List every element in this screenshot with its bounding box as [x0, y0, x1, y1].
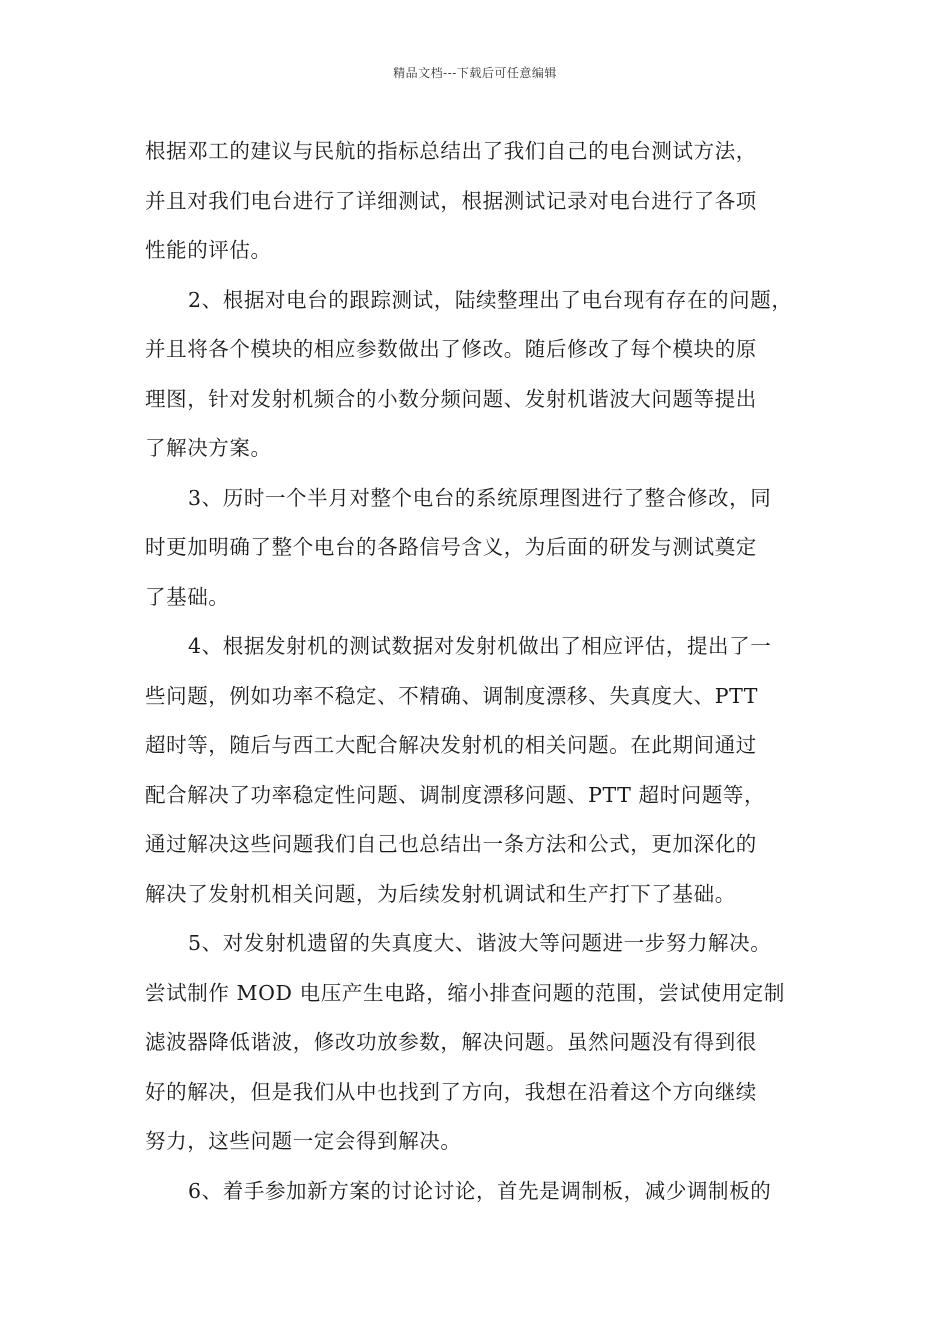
paragraph-start-line: 6、着手参加新方案的讨论讨论，首先是调制板，减少调制板的	[188, 1178, 772, 1203]
text-line: 并且将各个模块的相应参数做出了修改。随后修改了每个模块的原	[145, 337, 757, 361]
text-line: 好的解决，但是我们从中也找到了方向，我想在沿着这个方向继续	[145, 1079, 757, 1104]
text-line: 努力，这些问题一定会得到解决。	[145, 1129, 462, 1153]
text-line: 性能的评估。	[145, 238, 272, 262]
text-line: 超时等，随后与西工大配合解决发射机的相关问题。在此期间通过	[145, 733, 757, 757]
paragraph-start-line: 4、根据发射机的测试数据对发射机做出了相应评估，提出了一	[188, 634, 772, 658]
text-line: 些问题，例如功率不稳定、不精确、调制度漂移、失真度大、PTT	[145, 683, 759, 708]
text-line: 配合解决了功率稳定性问题、调制度漂移问题、PTT 超时问题等，	[145, 782, 766, 807]
document-body	[145, 127, 810, 1216]
text-line: 通过解决这些问题我们自己也总结出一条方法和公式，更加深化的	[145, 832, 757, 856]
text-line: 时更加明确了整个电台的各路信号含义，为后面的研发与测试奠定	[145, 535, 757, 559]
text-line: 解决了发射机相关问题，为后续发射机调试和生产打下了基础。	[145, 881, 736, 906]
text-line: 尝试制作 MOD 电压产生电路，缩小排查问题的范围，尝试使用定制	[145, 980, 785, 1005]
paragraph-start-line: 3、历时一个半月对整个电台的系统原理图进行了整合修改，同	[188, 485, 772, 510]
text-line: 根据邓工的建议与民航的指标总结出了我们自己的电台测试方法，	[145, 139, 757, 163]
text-line: 了基础。	[145, 584, 230, 609]
page-header: 精品文档---下载后可任意编辑	[393, 66, 557, 80]
text-line: 理图，针对发射机频合的小数分频问题、发射机谐波大问题等提出	[145, 386, 757, 411]
text-line: 了解决方案。	[145, 436, 272, 460]
text-line: 滤波器降低谐波，修改功放参数，解决问题。虽然问题没有得到很	[145, 1030, 757, 1054]
paragraph-start-line: 2、根据对电台的跟踪测试，陆续整理出了电台现有存在的问题，	[188, 287, 793, 312]
paragraph-start-line: 5、对发射机遗留的失真度大、谐波大等问题进一步努力解决。	[188, 931, 772, 955]
text-line: 并且对我们电台进行了详细测试，根据测试记录对电台进行了各项	[145, 188, 757, 213]
